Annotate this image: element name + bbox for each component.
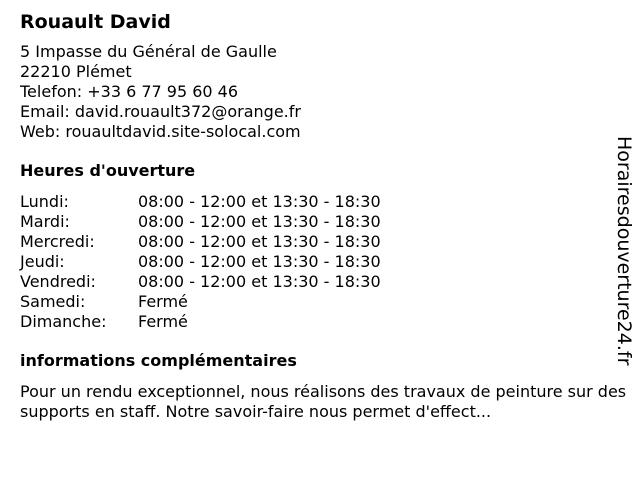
hours-row-friday [20, 272, 612, 292]
opening-hours-heading: Heures d'ouverture [20, 161, 196, 180]
hours-value: 08:00 - 12:00 et 13:30 - 18:30 [138, 232, 381, 251]
hours-day-label: Dimanche: [20, 312, 107, 331]
hours-row-thursday [20, 252, 612, 272]
hours-row-sunday [20, 312, 612, 332]
hours-day-label: Jeudi: [20, 252, 65, 271]
address-line-2: 22210 Plémet [20, 62, 132, 81]
hours-row-tuesday [20, 212, 612, 232]
site-watermark: Horairesdouverture24.fr [613, 136, 635, 366]
hours-row-monday [20, 192, 612, 212]
hours-value: 08:00 - 12:00 et 13:30 - 18:30 [138, 212, 381, 231]
hours-value: Fermé [138, 292, 188, 311]
additional-info-heading: informations complémentaires [20, 351, 297, 370]
hours-row-wednesday [20, 232, 612, 252]
address-line-1: 5 Impasse du Général de Gaulle [20, 42, 277, 61]
email-text: Email: david.rouault372@orange.fr [20, 102, 301, 121]
opening-hours-table [20, 192, 612, 332]
phone-text: Telefon: +33 6 77 95 60 46 [20, 82, 239, 101]
business-name: Rouault David [20, 11, 171, 33]
web-text: Web: rouaultdavid.site-solocal.com [20, 122, 301, 141]
hours-day-label: Lundi: [20, 192, 69, 211]
hours-value: 08:00 - 12:00 et 13:30 - 18:30 [138, 192, 381, 211]
hours-value: Fermé [138, 312, 188, 331]
hours-value: 08:00 - 12:00 et 13:30 - 18:30 [138, 252, 381, 271]
hours-value: 08:00 - 12:00 et 13:30 - 18:30 [138, 272, 381, 291]
hours-day-label: Mercredi: [20, 232, 95, 251]
additional-info-text: Pour un rendu exceptionnel, nous réalisons des travaux de peinture sur des supports en staff. Notre savoir-faire nous permet d'effect... [20, 382, 627, 421]
hours-day-label: Vendredi: [20, 272, 96, 291]
hours-day-label: Mardi: [20, 212, 70, 231]
hours-day-label: Samedi: [20, 292, 86, 311]
hours-row-saturday [20, 292, 612, 312]
